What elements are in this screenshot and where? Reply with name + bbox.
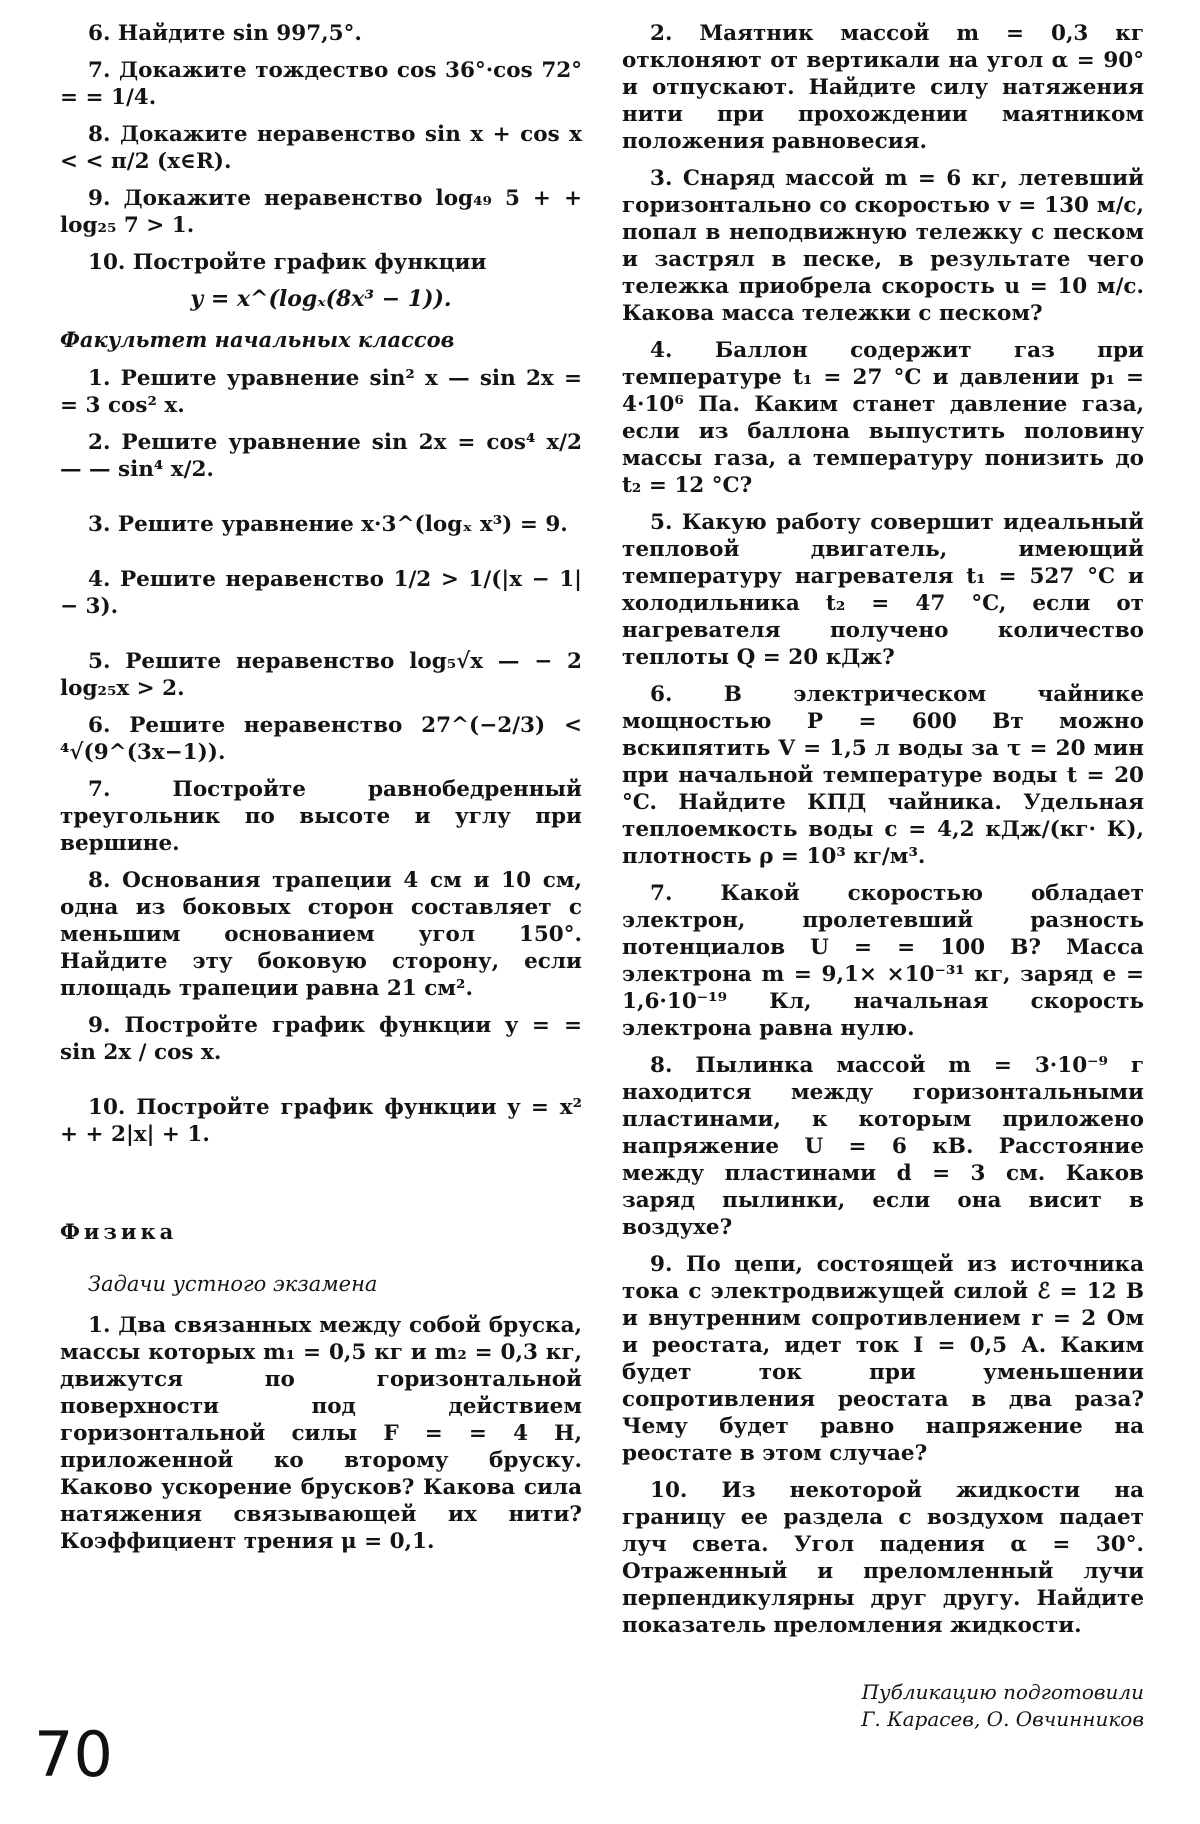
faculty-problem-6: 6. Решите неравенство 27^(−2/3) < ⁴√(9^(3x−1)). xyxy=(60,713,582,765)
faculty-problem-1: 1. Решите уравнение sin² x — sin 2x = = 3 cos² x. xyxy=(60,366,582,418)
problem-math-7: 7. Докажите тождество cos 36°·cos 72° = = 1/4. xyxy=(60,58,582,110)
problem-math-6: 6. Найдите sin 997,5°. xyxy=(88,21,362,46)
faculty-problem-10: 10. Постройте график функции y = x² + + 2|x| + 1. xyxy=(60,1095,582,1147)
credit-line-2: Г. Карасев, О. Овчинников xyxy=(861,1707,1144,1731)
credit-line-1: Публикацию подготовили xyxy=(861,1680,1144,1704)
physics-problem-9: 9. По цепи, состоящей из источника тока с электродвижущей силой ℰ = 12 В и внутренним сопротивлением r = 2 Ом и реостата, идет ток I = 0,5 А. Каким будет ток при уменьшении сопротивления реостата в два раза? Чему будет равно напряжение на реостате в этом случае? xyxy=(622,1252,1144,1466)
physics-problem-2: 2. Маятник массой m = 0,3 кг отклоняют от вертикали на угол α = 90° и отпускают. Найдите силу натяжения нити при прохождении маятником положения равновесия. xyxy=(622,21,1144,154)
faculty-problem-7: 7. Постройте равнобедренный треугольник по высоте и углу при вершине. xyxy=(60,777,582,856)
physics-problem-6: 6. В электрическом чайнике мощностью P = 600 Вт можно вскипятить V = 1,5 л воды за τ = 20 мин при начальной температуре воды t = 20 °C. Найдите КПД чайника. Удельная теплоемкость воды c = 4,2 кДж/(кг· К), плотность ρ = 10³ кг/м³. xyxy=(622,682,1144,869)
problem-math-9: 9. Докажите неравенство log₄₉ 5 + + log₂₅ 7 > 1. xyxy=(60,186,582,238)
physics-problem-8: 8. Пылинка массой m = 3·10⁻⁹ г находится между горизонтальными пластинами, к которым приложено напряжение U = 6 кВ. Расстояние между пластинами d = 3 см. Каков заряд пылинки, если она висит в воздухе? xyxy=(622,1053,1144,1240)
credit-block xyxy=(622,1679,1144,1733)
physics-problem-10: 10. Из некоторой жидкости на границу ее раздела с воздухом падает луч света. Угол падения α = 30°. Отраженный и преломленный лучи перпендикулярны друг другу. Найдите показатель преломления жидкости. xyxy=(622,1478,1144,1638)
faculty-problem-9: 9. Постройте график функции y = = sin 2x / cos x. xyxy=(60,1013,582,1065)
physics-problem-1: 1. Два связанных между собой бруска, массы которых m₁ = 0,5 кг и m₂ = 0,3 кг, движутся по горизонтальной поверхности под действием горизонтальной силы F = = 4 Н, приложенной ко второму бруску. Каково ускорение брусков? Какова сила натяжения связывающей их нити? Коэффициент трения μ = 0,1. xyxy=(60,1313,582,1554)
faculty-heading: Факультет начальных классов xyxy=(60,327,455,352)
physics-problem-4: 4. Баллон содержит газ при температуре t₁ = 27 °C и давлении p₁ = 4·10⁶ Па. Каким станет давление газа, если из баллона выпустить половину массы газа, а температуру понизить до t₂ = 12 °C? xyxy=(622,338,1144,498)
faculty-problem-5: 5. Решите неравенство log₅√x — − 2 log₂₅x > 2. xyxy=(60,649,582,701)
left-column xyxy=(60,20,582,1565)
faculty-problem-8: 8. Основания трапеции 4 см и 10 см, одна из боковых сторон составляет с меньшим основанием угол 150°. Найдите эту боковую сторону, если площадь трапеции равна 21 см². xyxy=(60,868,582,1001)
physics-problem-7: 7. Какой скоростью обладает электрон, пролетевший разность потенциалов U = = 100 В? Масса электрона m = 9,1× ×10⁻³¹ кг, заряд e = 1,6·10⁻¹⁹ Кл, начальная скорость электрона равна нулю. xyxy=(622,881,1144,1041)
page-number: 70 xyxy=(34,1718,113,1791)
faculty-problem-4: 4. Решите неравенство 1/2 > 1/(|x − 1| − 3). xyxy=(60,567,582,619)
problem-math-10: 10. Постройте график функции xyxy=(88,250,487,275)
faculty-problem-3: 3. Решите уравнение x·3^(logₓ x³) = 9. xyxy=(88,512,568,537)
physics-problem-5: 5. Какую работу совершит идеальный тепловой двигатель, имеющий температуру нагревателя t₁ = 527 °C и холодильника t₂ = 47 °C, если от нагревателя получено количество теплоты Q = 20 кДж? xyxy=(622,510,1144,670)
physics-subtitle: Задачи устного экзамена xyxy=(88,1272,378,1296)
problem-math-8: 8. Докажите неравенство sin x + cos x < < π/2 (x∈R). xyxy=(60,122,582,174)
formula-problem-10: y = x^(logₓ(8x³ − 1)). xyxy=(190,286,452,312)
physics-title: Физика xyxy=(60,1219,178,1244)
right-column xyxy=(622,20,1144,1733)
faculty-problem-2: 2. Решите уравнение sin 2x = cos⁴ x/2 — — sin⁴ x/2. xyxy=(60,430,582,482)
physics-problem-3: 3. Снаряд массой m = 6 кг, летевший горизонтально со скоростью v = 130 м/с, попал в неподвижную тележку с песком и застрял в песке, в результате чего тележка приобрела скорость u = 10 м/с. Какова масса тележки с песком? xyxy=(622,166,1144,326)
